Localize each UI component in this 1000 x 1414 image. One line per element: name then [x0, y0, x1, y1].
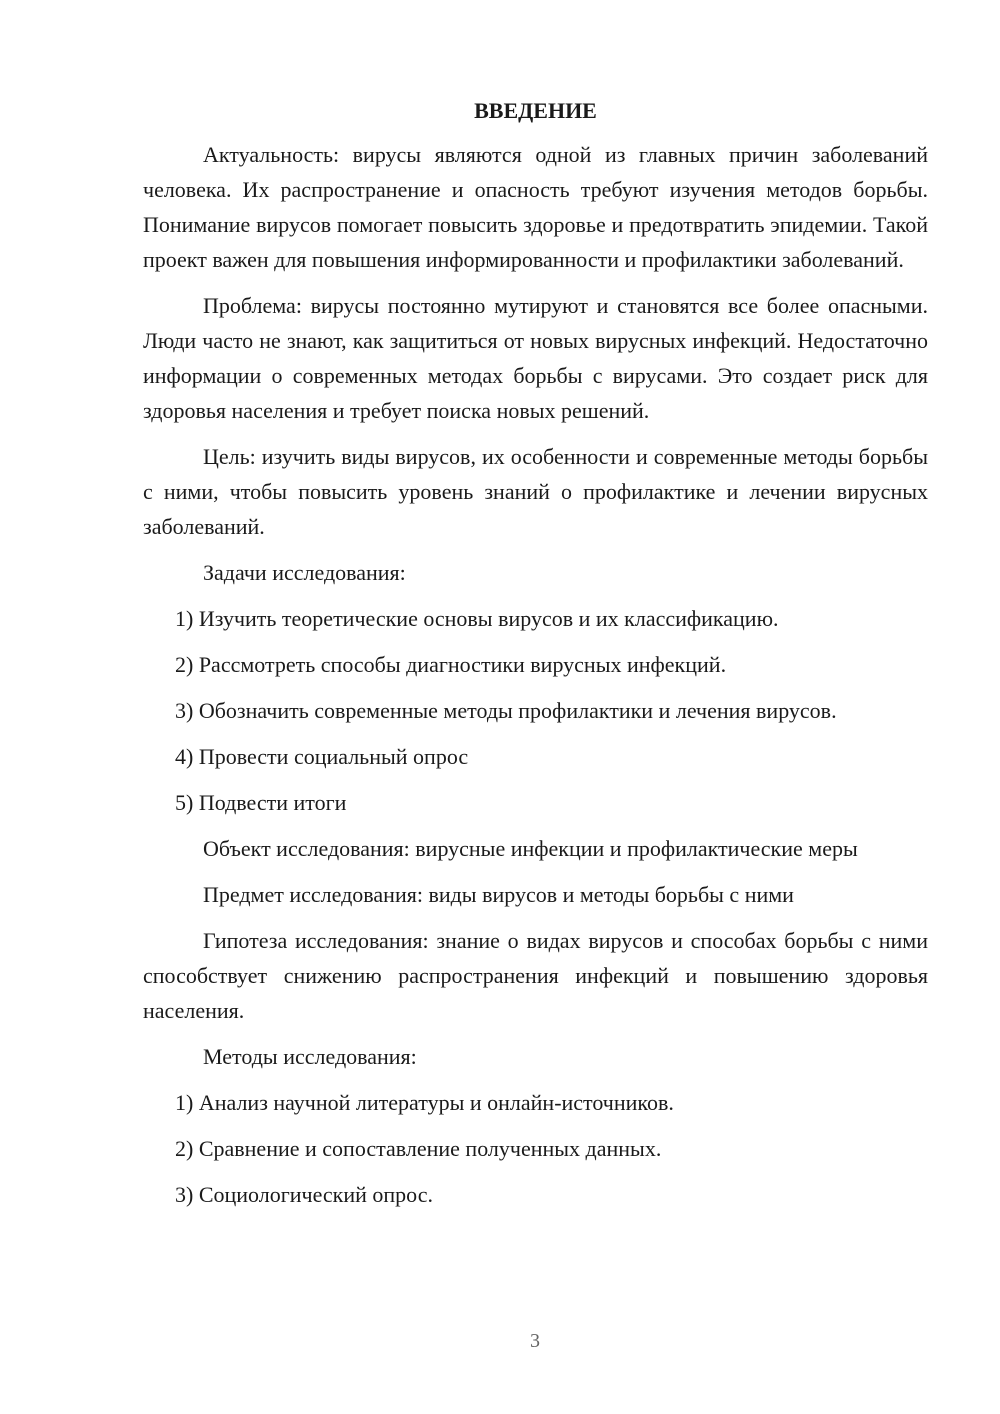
task-item: 1) Изучить теоретические основы вирусов и их классификацию.	[175, 606, 779, 631]
relevance-paragraph: Актуальность: вирусы являются одной из главных причин заболеваний человека. Их распространение и опасность требуют изучения методов борьбы. Понимание вирусов помогает повысить здоровье и предотвратить эпидемии. Такой проект важен для повышения информированности и профилактики заболеваний.	[143, 142, 928, 272]
tasks-list	[143, 601, 928, 820]
goal-paragraph: Цель: изучить виды вирусов, их особенности и современные методы борьбы с ними, чтобы повысить уровень знаний о профилактике и лечении вирусных заболеваний.	[143, 444, 928, 539]
task-item: 3) Обозначить современные методы профилактики и лечения вирусов.	[175, 698, 837, 723]
problem-paragraph: Проблема: вирусы постоянно мутируют и становятся все более опасными. Люди часто не знают, как защититься от новых вирусных инфекций. Недостаточно информации о современных методах борьбы с вирусами. Это создает риск для здоровья населения и требует поиска новых решений.	[143, 293, 928, 423]
hypothesis-paragraph: Гипотеза исследования: знание о видах вирусов и способах борьбы с ними способствует снижению распространения инфекций и повышению здоровья населения.	[143, 928, 928, 1023]
page-number: 3	[530, 1330, 540, 1352]
object-paragraph: Объект исследования: вирусные инфекции и профилактические меры	[203, 836, 858, 861]
methods-list	[143, 1085, 928, 1212]
tasks-heading: Задачи исследования:	[203, 560, 406, 585]
page-title: ВВЕДЕНИЕ	[474, 98, 597, 123]
task-item: 4) Провести социальный опрос	[175, 744, 469, 769]
task-item: 2) Рассмотреть способы диагностики вирусных инфекций.	[175, 652, 727, 677]
method-item: 1) Анализ научной литературы и онлайн-источников.	[175, 1090, 674, 1115]
document-page	[143, 95, 928, 1223]
task-item: 5) Подвести итоги	[175, 790, 347, 815]
subject-paragraph: Предмет исследования: виды вирусов и методы борьбы с ними	[203, 882, 794, 907]
method-item: 2) Сравнение и сопоставление полученных данных.	[175, 1136, 662, 1161]
methods-heading: Методы исследования:	[203, 1044, 417, 1069]
method-item: 3) Социологический опрос.	[175, 1182, 433, 1207]
